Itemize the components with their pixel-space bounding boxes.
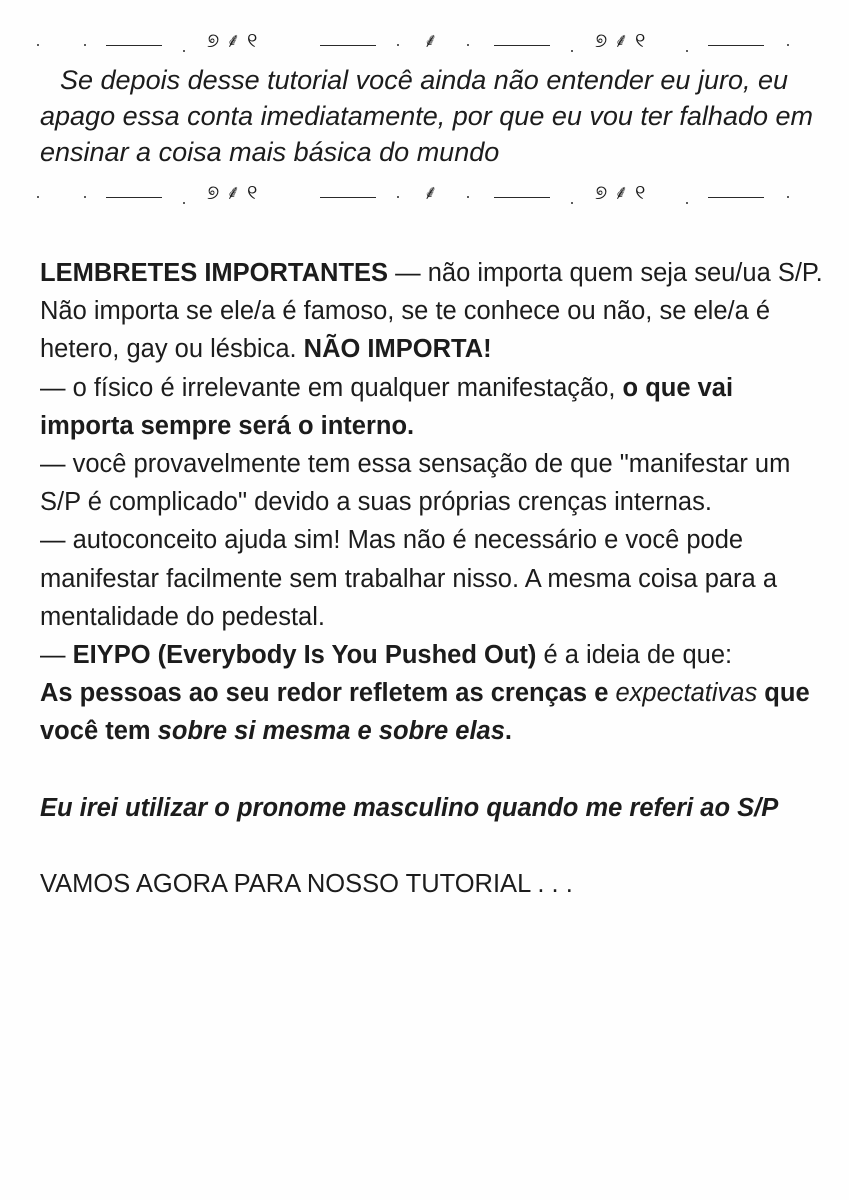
- reminders-heading: LEMBRETES IMPORTANTES: [40, 259, 389, 287]
- divider-line: [320, 45, 376, 46]
- main-content: [40, 254, 830, 903]
- spacer: [40, 827, 830, 865]
- eiypo-definition-part: que você tem: [40, 679, 810, 746]
- divider-line: [708, 45, 764, 46]
- reminder-eiypo-dash: —: [40, 641, 73, 670]
- eiypo-definition-period: .: [504, 717, 513, 746]
- reminders-intro-emphasis: NÃO IMPORTA!: [303, 335, 492, 364]
- divider-dot: [397, 44, 399, 46]
- divider-dot: [467, 196, 469, 198]
- divider-dot: [84, 196, 86, 198]
- reminder-eiypo-text: é a ideia de que:: [536, 641, 733, 670]
- divider-dot: [686, 202, 688, 204]
- reminder-eiypo-term: EIYPO (Everybody Is You Pushed Out): [72, 641, 537, 670]
- reminder-physical: [40, 369, 830, 445]
- divider-dot: [397, 196, 399, 198]
- eiypo-definition-bold-italic: sobre si mesma e sobre elas: [157, 717, 505, 746]
- divider-dot: [571, 202, 573, 204]
- reminder-eiypo: [40, 636, 830, 674]
- eiypo-definition: [40, 674, 830, 750]
- divider-line: [106, 45, 162, 46]
- divider-line: [106, 197, 162, 198]
- divider-line: [494, 45, 550, 46]
- spacer: [40, 751, 830, 789]
- intro-paragraph: Se depois desse tutorial você ainda não entender eu juro, eu apago essa conta imediatamente, por que eu vou ter falhado em ensinar a coisa mais básica do mundo: [40, 65, 814, 167]
- pronoun-note-text: Eu irei utilizar o pronome masculino quando me referi ao S/P: [40, 793, 779, 822]
- eiypo-definition-italic: expectativas: [615, 679, 758, 708]
- divider-line: [494, 197, 550, 198]
- divider-dot: [787, 44, 789, 46]
- divider-dot: [571, 50, 573, 52]
- ornament-icon: ⸙: [423, 180, 438, 204]
- divider-dot: [183, 50, 185, 52]
- reminders-intro-text: — não importa quem seja seu/ua S/P. Não importa se ele/a é famoso, se te conhece ou não, se ele/a é hetero, gay ou lésbica.: [40, 259, 823, 364]
- ornament-icon: ୭ ⸙ ୧: [207, 180, 258, 204]
- top-divider: [0, 24, 849, 64]
- divider-dot: [183, 202, 185, 204]
- reminders-intro: [40, 254, 830, 369]
- divider-dot: [37, 196, 39, 198]
- ornament-icon: ୭ ⸙ ୧: [207, 28, 258, 52]
- ornament-icon: ୭ ⸙ ୧: [595, 180, 646, 204]
- divider-dot: [787, 196, 789, 198]
- ornament-icon: ୭ ⸙ ୧: [595, 28, 646, 52]
- divider-line: [320, 197, 376, 198]
- closing-line: VAMOS AGORA PARA NOSSO TUTORIAL . . .: [40, 869, 573, 898]
- eiypo-definition-part: As pessoas ao seu redor refletem as crenças e: [40, 679, 616, 708]
- reminder-physical-emphasis: o que vai importa sempre será o interno.: [40, 373, 734, 440]
- bottom-divider: [0, 176, 849, 216]
- divider-dot: [37, 44, 39, 46]
- divider-dot: [467, 44, 469, 46]
- divider-line: [708, 197, 764, 198]
- reminder-self-concept: — autoconceito ajuda sim! Mas não é necessário e você pode manifestar facilmente sem trabalhar nisso. A mesma coisa para a mentalidade do pedestal.: [40, 526, 777, 631]
- pronoun-note: [40, 789, 830, 827]
- ornament-icon: ⸙: [423, 28, 438, 52]
- divider-dot: [84, 44, 86, 46]
- reminder-complicated: — você provavelmente tem essa sensação de que "manifestar um S/P é complicado" devido a suas próprias crenças internas.: [40, 450, 791, 517]
- reminder-physical-text: — o físico é irrelevante em qualquer manifestação,: [40, 373, 623, 402]
- divider-dot: [686, 50, 688, 52]
